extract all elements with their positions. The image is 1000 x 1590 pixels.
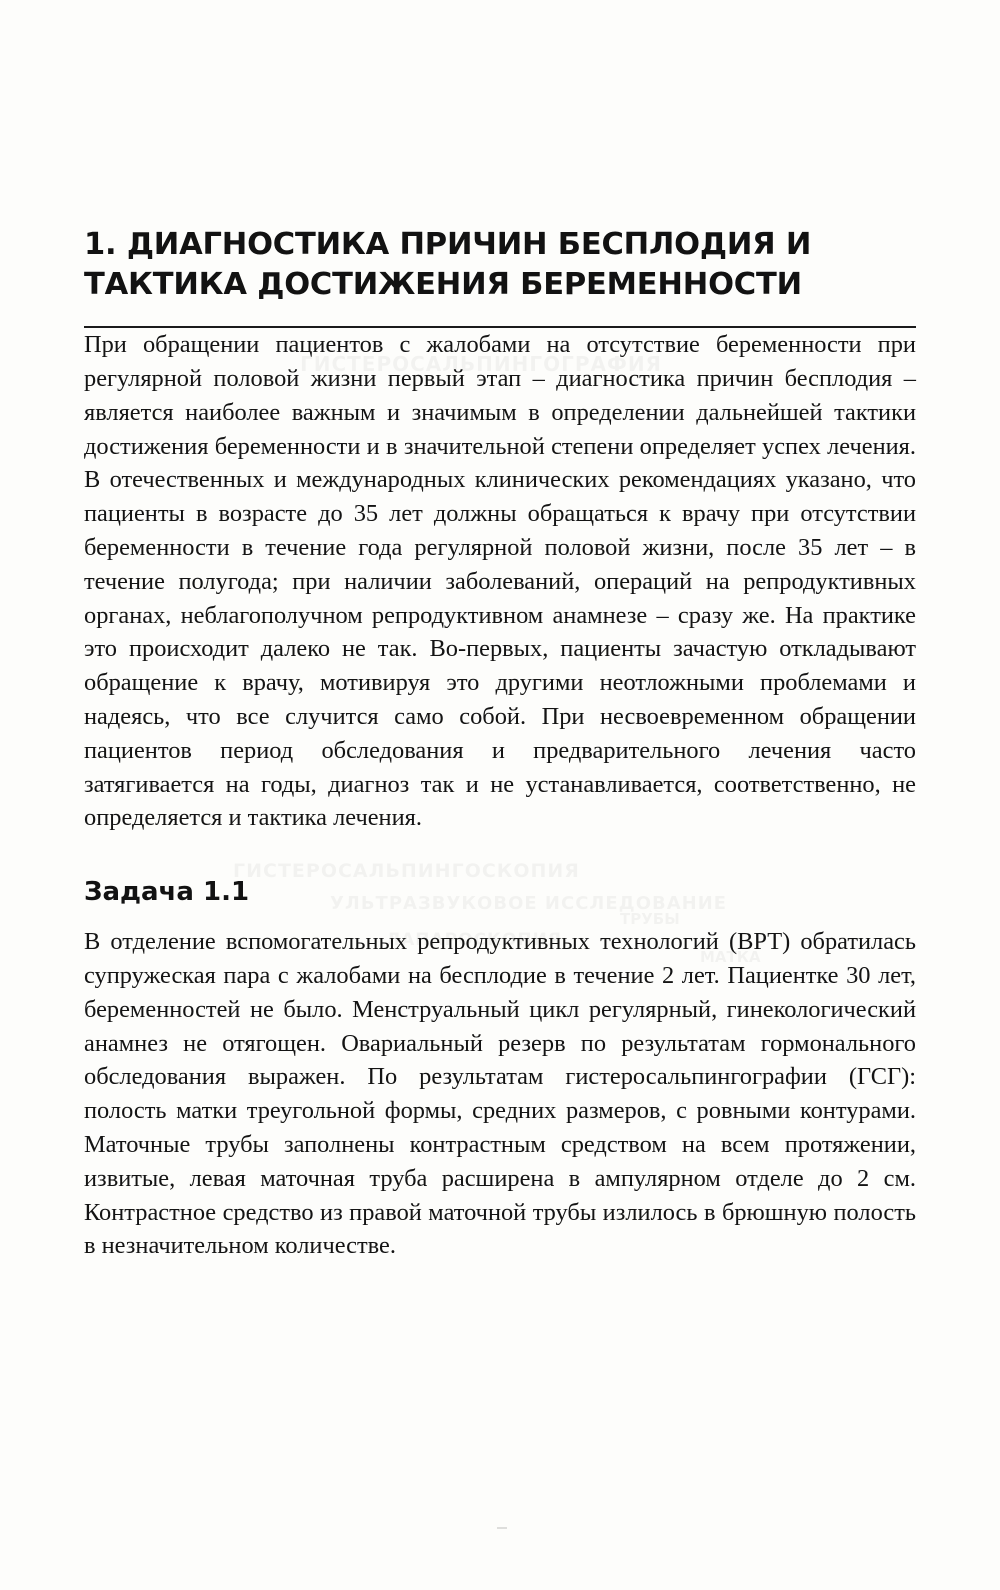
task-heading: Задача 1.1	[84, 877, 250, 908]
page-bottom-mark	[497, 1527, 507, 1529]
intro-paragraph: При обращении пациентов с жалобами на отсутствие беременности при регулярной половой жизни первый этап – диагностика причин бесплодия – является наиболее важным и значимым в определении дальнейшей тактики достижения беременности и в значительной степени определяет успех лечения. В отечественных и международных клинических рекомендациях указано, что пациенты в возрасте до 35 лет должны обращаться к врачу при отсутствии беременности в течение года регулярной половой жизни, после 35 лет – в течение полугода; при наличии заболеваний, операций на репродуктивных органах, неблагополучном репродуктивном анамнезе – сразу же. На практике это происходит далеко не так. Во-первых, пациенты зачастую откладывают обращение к врачу, мотивируя это другими неотложными проблемами и надеясь, что все случится само собой. При несвоевременном обращении пациентов период обследования и предварительного лечения часто затягивается на годы, диагноз так и не устанавливается, соответственно, не определяется и тактика лечения.	[84, 331, 916, 832]
chapter-heading: 1. ДИАГНОСТИКА ПРИЧИН БЕСПЛОДИЯ И ТАКТИКА ДОСТИЖЕНИЯ БЕРЕМЕННОСТИ	[84, 227, 812, 302]
task-paragraph: В отделение вспомогательных репродуктивных технологий (ВРТ) обратилась супружеская пара с жалобами на бесплодие в течение 2 лет. Пациентке 30 лет, беременностей не было. Менструальный цикл регулярный, гинекологический анамнез не отягощен. Овариальный резерв по результатам гормонального обследования выражен. По результатам гистеросальпингографии (ГСГ): полость матки треугольной формы, средних размеров, с ровными контурами. Маточные трубы заполнены контрастным средством на всем протяжении, извитые, левая маточная труба расширена в ампулярном отделе до 2 см. Контрастное средство из правой маточной трубы излилось в брюшную полость в незначительном количестве.	[84, 928, 916, 1260]
page-content	[84, 225, 916, 1263]
